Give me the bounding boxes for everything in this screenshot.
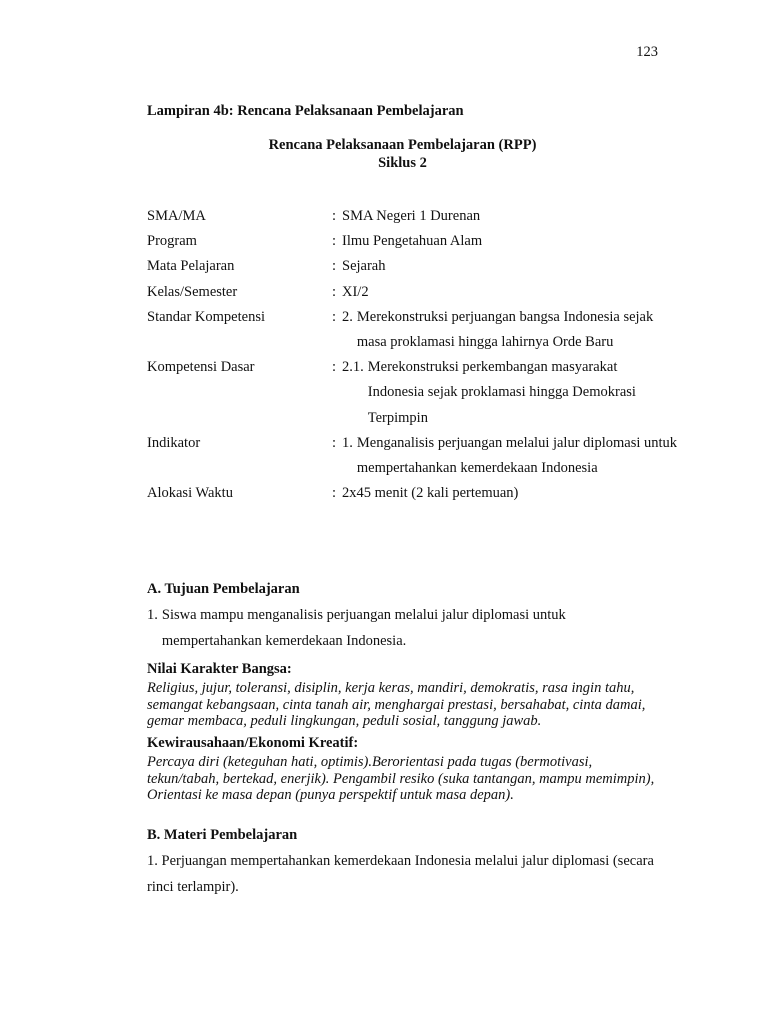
info-label: Kompetensi Dasar: [147, 359, 255, 376]
info-value: Merekonstruksi perjuangan bangsa Indonesia sejak masa proklamasi hingga lahirnya Orde Baru: [356, 308, 654, 351]
appendix-title: Lampiran 4b: Rencana Pelaksanaan Pembelajaran: [147, 103, 464, 119]
info-row-program: [147, 229, 677, 254]
document-subtitle: Siklus 2: [378, 155, 427, 171]
info-label: Kelas/Semester: [147, 283, 238, 300]
item-number: 2.1.: [342, 359, 364, 376]
info-value: Ilmu Pengetahuan Alam: [342, 233, 483, 250]
character-text: Religius, jujur, toleransi, disiplin, kerja keras, mandiri, demokratis, rasa ingin tahu, semangat kebangsaan, cinta tanah air, menghargai prestasi, bersahabat, cinta damai, gemar membaca, peduli lingkungan, peduli sosial, tanggung jawab.: [147, 680, 646, 729]
info-value: Menganalisis perjuangan melalui jalur diplomasi untuk mempertahankan kemerdekaan Indonesia: [356, 434, 678, 477]
entrepreneurship-heading: Kewirausahaan/Ekonomi Kreatif:: [147, 735, 359, 751]
info-value: 2x45 menit (2 kali pertemuan): [342, 485, 519, 502]
info-value: SMA Negeri 1 Durenan: [342, 208, 481, 224]
info-label: Program: [147, 233, 197, 250]
colon: :: [332, 233, 337, 250]
item-number: 1.: [147, 607, 158, 623]
section-b-heading: B. Materi Pembelajaran: [147, 827, 298, 843]
info-label: Standar Kompetensi: [147, 308, 265, 325]
info-value: XI/2: [342, 283, 369, 300]
section-a-item: [147, 603, 667, 654]
colon: :: [332, 434, 337, 451]
info-value: Sejarah: [342, 258, 386, 275]
section-b-text: Perjuangan mempertahankan kemerdekaan Indonesia melalui jalur diplomasi (secara rinci terlampir).: [147, 853, 654, 895]
info-label: SMA/MA: [147, 208, 206, 224]
identity-table: [147, 204, 677, 506]
info-label: Alokasi Waktu: [147, 485, 233, 502]
colon: :: [332, 308, 337, 325]
info-row-time: [147, 481, 677, 506]
info-row-standard: [147, 305, 677, 355]
info-label: Mata Pelajaran: [147, 258, 235, 275]
info-value: Merekonstruksi perkembangan masyarakat Indonesia sejak proklamasi hingga Demokrasi Terpimpin: [367, 359, 636, 426]
section-a-heading: A. Tujuan Pembelajaran: [147, 581, 300, 597]
info-row-basic: [147, 355, 677, 431]
character-heading: Nilai Karakter Bangsa:: [147, 661, 292, 677]
page-number: 123: [636, 44, 658, 60]
info-row-indicator: [147, 431, 677, 481]
info-row-subject: [147, 254, 677, 279]
section-a-text: Siswa mampu menganalisis perjuangan melalui jalur diplomasi untuk mempertahankan kemerdekaan Indonesia.: [161, 607, 566, 649]
entrepreneurship-text: Percaya diri (keteguhan hati, optimis).Berorientasi pada tugas (bermotivasi, tekun/tabah, bertekad, enerjik). Pengambil resiko (suka tantangan, mampu memimpin), Orientasi ke masa depan (punya perspektif untuk masa depan).: [147, 754, 655, 803]
colon: :: [332, 359, 337, 376]
section-b-item: [147, 849, 667, 900]
colon: :: [332, 283, 337, 300]
item-number: 2.: [342, 308, 353, 325]
item-number: 1.: [147, 853, 158, 869]
colon: :: [332, 485, 337, 502]
colon: :: [332, 258, 337, 275]
document-title: Rencana Pelaksanaan Pembelajaran (RPP): [268, 137, 537, 153]
item-number: 1.: [342, 434, 353, 451]
info-row-class: [147, 280, 677, 305]
info-row-school: [147, 204, 677, 229]
info-label: Indikator: [147, 434, 201, 451]
colon: :: [332, 208, 337, 224]
